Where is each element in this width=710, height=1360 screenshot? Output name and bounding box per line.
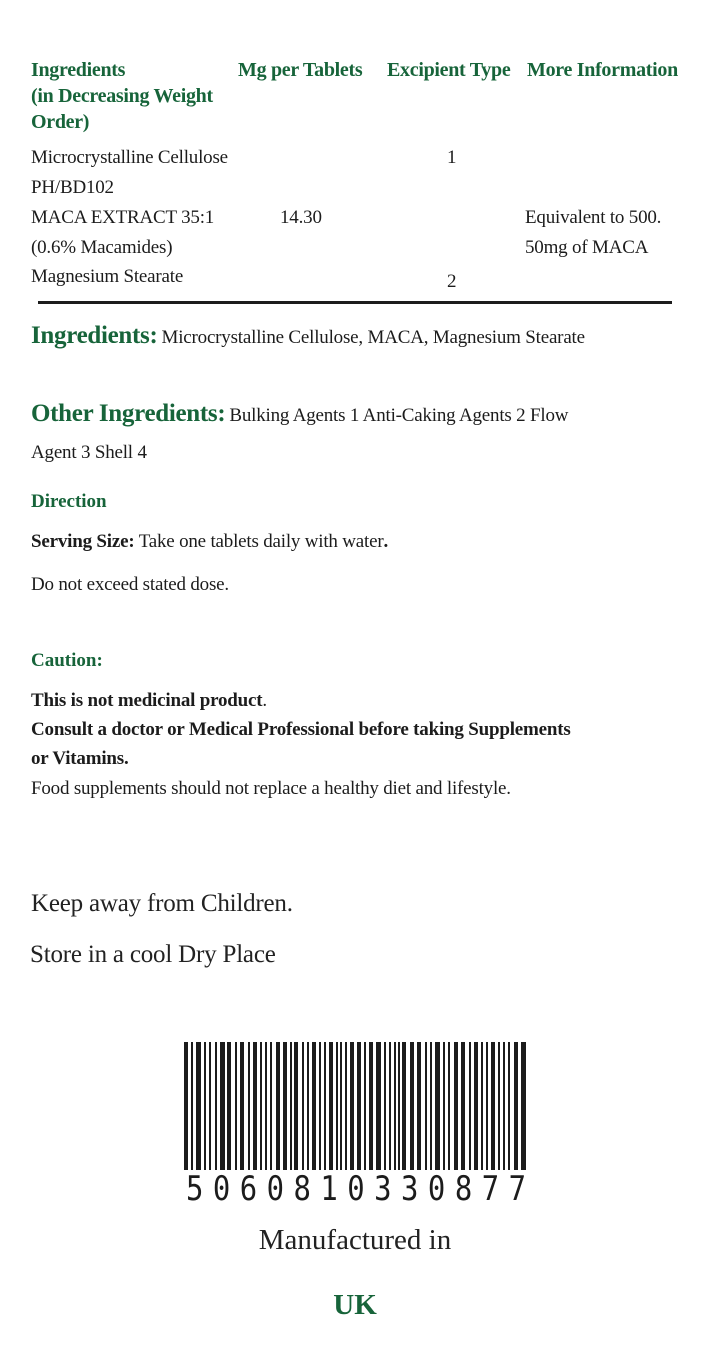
serving-size — [31, 527, 388, 557]
ingredients-label: Ingredients: — [31, 322, 158, 349]
cell-line: Microcrystalline Cellulose — [31, 147, 228, 168]
other-ingredients-text-cont: Agent 3 Shell 4 — [31, 442, 147, 463]
cell-line: 50mg of MACA — [525, 237, 649, 258]
direction-heading: Direction — [31, 491, 107, 512]
dose-warning: Do not exceed stated dose. — [31, 574, 229, 595]
barcode-digit: 6 — [239, 1169, 258, 1209]
barcode-digit: 7 — [481, 1169, 500, 1209]
barcode-digit: 3 — [401, 1169, 419, 1209]
serving-size-text: Take one tablets daily with water — [138, 531, 384, 552]
serving-size-label: Serving Size: — [31, 531, 135, 552]
caution-period: . — [262, 690, 267, 711]
ingredients-summary — [31, 320, 585, 355]
barcode-digit: 0 — [266, 1169, 285, 1209]
ingredient-cell: Magnesium Stearate — [31, 266, 184, 287]
barcode-digit: 0 — [347, 1169, 365, 1209]
barcode-bars-icon — [184, 1042, 526, 1170]
ingredients-text: Microcrystalline Cellulose, MACA, Magnesium Stearate — [161, 327, 585, 348]
cell-line: PH/BD102 — [31, 177, 114, 198]
header-line: Ingredients — [31, 59, 126, 81]
excipient-cell: 2 — [447, 271, 457, 292]
caution-line-2: Consult a doctor or Medical Professional before taking Supplements — [31, 719, 571, 740]
cell-line: (0.6% Macamides) — [31, 237, 173, 258]
other-ingredients — [31, 398, 568, 433]
ingredient-cell — [31, 203, 214, 263]
barcode-digit: 8 — [454, 1169, 473, 1209]
column-header-mg: Mg per Tablets — [238, 59, 363, 81]
info-cell — [525, 203, 661, 263]
caution-heading: Caution: — [31, 650, 103, 671]
header-line: Order) — [31, 111, 90, 133]
cell-line: MACA EXTRACT 35:1 — [31, 207, 215, 228]
table-divider — [38, 301, 672, 304]
other-ingredients-text: Bulking Agents 1 Anti-Caking Agents 2 Flow — [229, 405, 569, 426]
caution-line-3: or Vitamins. — [31, 748, 129, 769]
column-header-ingredients — [31, 57, 213, 135]
storage-instructions: Store in a cool Dry Place — [30, 941, 276, 968]
barcode-number — [186, 1170, 526, 1208]
caution-not-medicinal: This is not medicinal product — [31, 690, 263, 711]
barcode-digit: 1 — [320, 1169, 338, 1209]
other-ingredients-label: Other Ingredients: — [31, 400, 226, 427]
barcode-digit: 8 — [293, 1169, 311, 1209]
column-header-excipient: Excipient Type — [387, 59, 511, 81]
barcode-digit: 7 — [508, 1169, 526, 1209]
manufactured-country: UK — [333, 1289, 377, 1321]
barcode-digit: 0 — [427, 1169, 446, 1209]
cell-line: Equivalent to 500. — [525, 207, 662, 228]
barcode-digit: 0 — [212, 1169, 231, 1209]
serving-size-period: . — [383, 531, 389, 552]
keep-away-children: Keep away from Children. — [31, 890, 293, 917]
header-line: (in Decreasing Weight — [31, 85, 213, 107]
column-header-info: More Information — [527, 59, 678, 81]
ingredient-cell — [31, 143, 228, 203]
mg-cell: 14.30 — [280, 207, 322, 228]
caution-line-1 — [31, 686, 267, 716]
barcode-digit: 5 — [186, 1169, 204, 1209]
manufactured-label: Manufactured in — [258, 1224, 452, 1256]
excipient-cell: 1 — [447, 147, 457, 168]
caution-line-4: Food supplements should not replace a healthy diet and lifestyle. — [31, 778, 511, 799]
barcode-digit: 3 — [374, 1169, 392, 1209]
